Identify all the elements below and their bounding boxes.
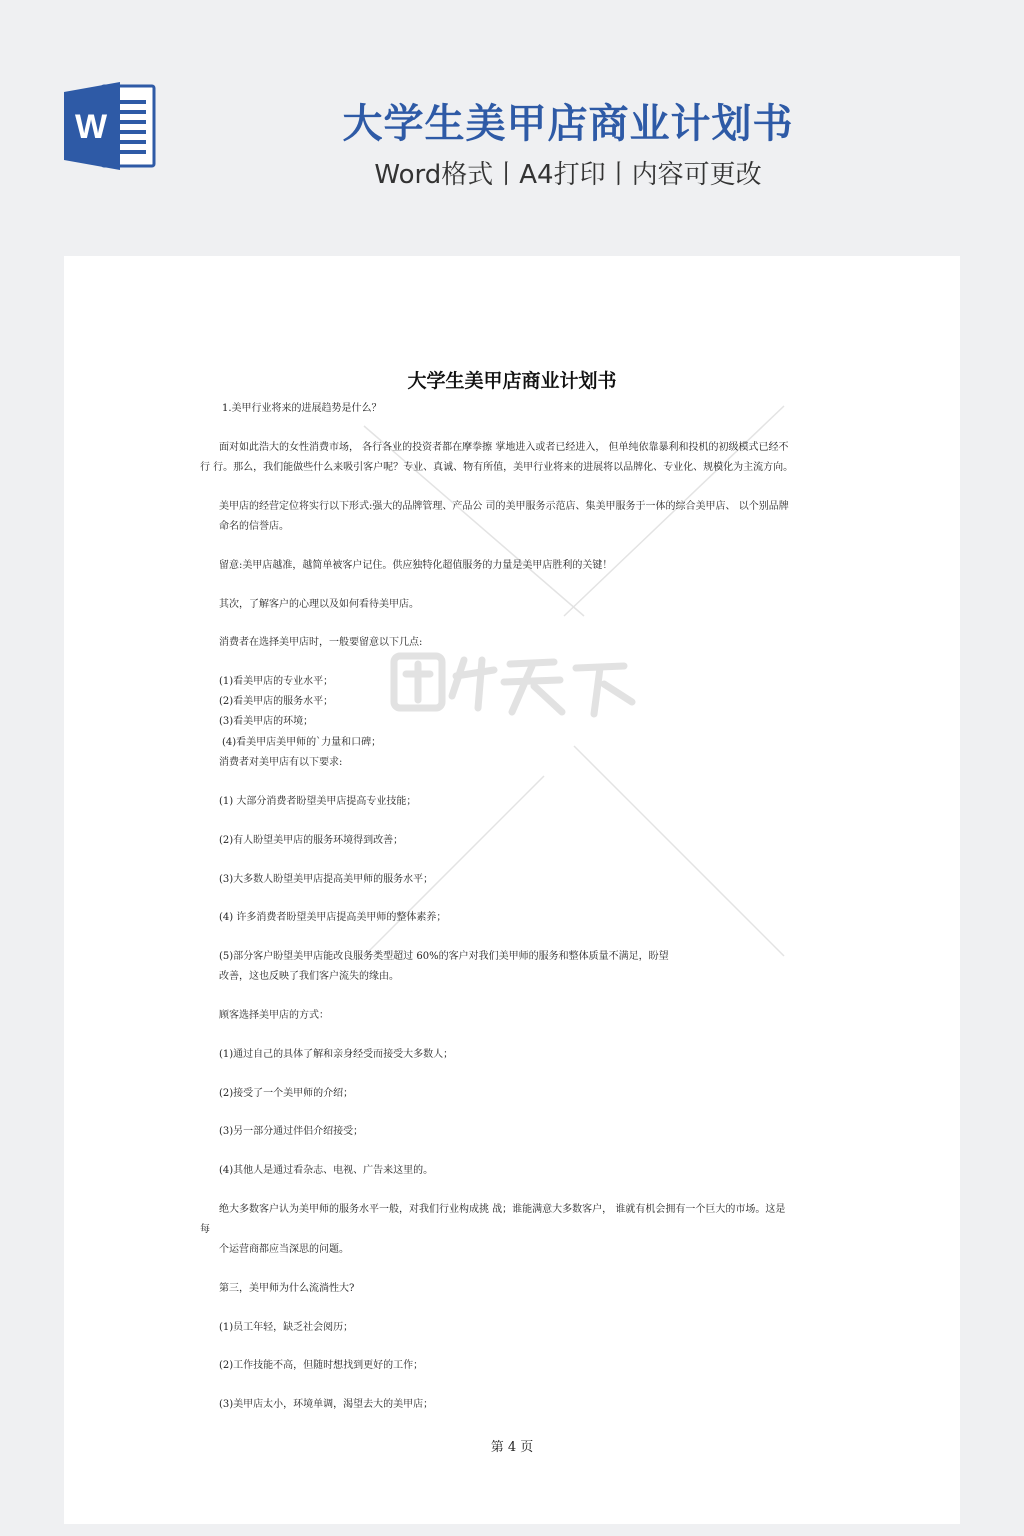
list-item: (1)员工年轻，缺乏社会阅历； — [219, 1322, 354, 1333]
list-item: (1) 大部分消费者盼望美甲店提高专业技能； — [219, 796, 417, 807]
paragraph-line: 留意:美甲店越准，越简单被客户记住。供应独特化超值服务的力量是美甲店胜利的关键！ — [219, 560, 613, 571]
paragraph-line: 绝大多数客户认为美甲师的服务水平一般，对我们行业构成挑 战；谁能满意大多数客户， 谁就有机会拥有一个巨大的市场。这是 — [219, 1204, 786, 1215]
list-item: (2)有人盼望美甲店的服务环境得到改善； — [219, 835, 404, 846]
banner-title: 大学生美甲店商业计划书 — [342, 101, 794, 147]
paragraph-line: 命名的信誉店。 — [219, 521, 289, 532]
document-page — [64, 256, 960, 1524]
paragraph-line: 1.美甲行业将来的进展趋势是什么？ — [222, 403, 382, 414]
document-title: 大学生美甲店商业计划书 — [407, 370, 617, 392]
list-item: (5)部分客户盼望美甲店能改良服务类型超过 60%的客户对我们美甲师的服务和整体质量不满足，盼望 — [219, 951, 669, 962]
list-item: (3)美甲店太小，环境单调，渴望去大的美甲店； — [219, 1399, 434, 1410]
paragraph-line: 每 — [200, 1224, 210, 1235]
paragraph-line: 顾客选择美甲店的方式： — [219, 1010, 329, 1021]
banner — [0, 0, 1024, 256]
paragraph-line: 行 行。那么，我们能做些什么来吸引客户呢？专业、真诚、物有所值，美甲行业将来的进展将以品牌化、专业化、规模化为主流方向。 — [200, 462, 794, 473]
word-document-icon — [62, 78, 158, 174]
list-item: (4)其他人是通过看杂志、电视、广告来这里的。 — [219, 1165, 434, 1176]
list-item: (2)看美甲店的服务水平； — [219, 696, 334, 707]
paragraph-line: 消费者在选择美甲店时，一般要留意以下几点: — [219, 637, 423, 648]
list-item: (2)工作技能不高，但随时想找到更好的工作； — [219, 1360, 424, 1371]
paragraph-line: 美甲店的经营定位将实行以下形式:强大的品牌管理、产品公 司的美甲服务示范店、集美甲服务于一体的综合美甲店、 以个别品牌 — [219, 501, 789, 512]
page-number: 第 4 页 — [490, 1440, 534, 1455]
list-item: (4)看美甲店美甲师的`力量和口碑； — [222, 737, 382, 748]
list-item: (4) 许多消费者盼望美甲店提高美甲师的整体素养； — [219, 912, 447, 923]
list-item: (3)看美甲店的环境； — [219, 716, 314, 727]
paragraph-line: 消费者对美甲店有以下要求: — [219, 757, 343, 768]
list-item: (3)大多数人盼望美甲店提高美甲师的服务水平； — [219, 874, 434, 885]
paragraph-line: 第三，美甲师为什么流淌性大? — [219, 1283, 355, 1294]
list-item: (3)另一部分通过伴侣介绍接受； — [219, 1126, 364, 1137]
banner-subtitle: Word格式丨A4打印丨内容可更改 — [374, 160, 762, 190]
list-item: (1)通过自己的具体了解和亲身经受而接受大多数人； — [219, 1049, 454, 1060]
list-item: (2)接受了一个美甲师的介绍； — [219, 1088, 354, 1099]
list-item: (1)看美甲店的专业水平； — [219, 676, 334, 687]
paragraph-line: 改善，这也反映了我们客户流失的缘由。 — [219, 971, 399, 982]
paragraph-line: 面对如此浩大的女性消费市场， 各行各业的投资者都在摩拳擦 掌地进入或者已经进入， 但单纯依靠暴利和投机的初级模式已经不 — [219, 442, 789, 453]
paragraph-line: 个运营商都应当深思的问题。 — [219, 1244, 349, 1255]
paragraph-line: 其次，了解客户的心理以及如何看待美甲店。 — [219, 599, 419, 610]
svg-text:W: W — [74, 108, 108, 146]
